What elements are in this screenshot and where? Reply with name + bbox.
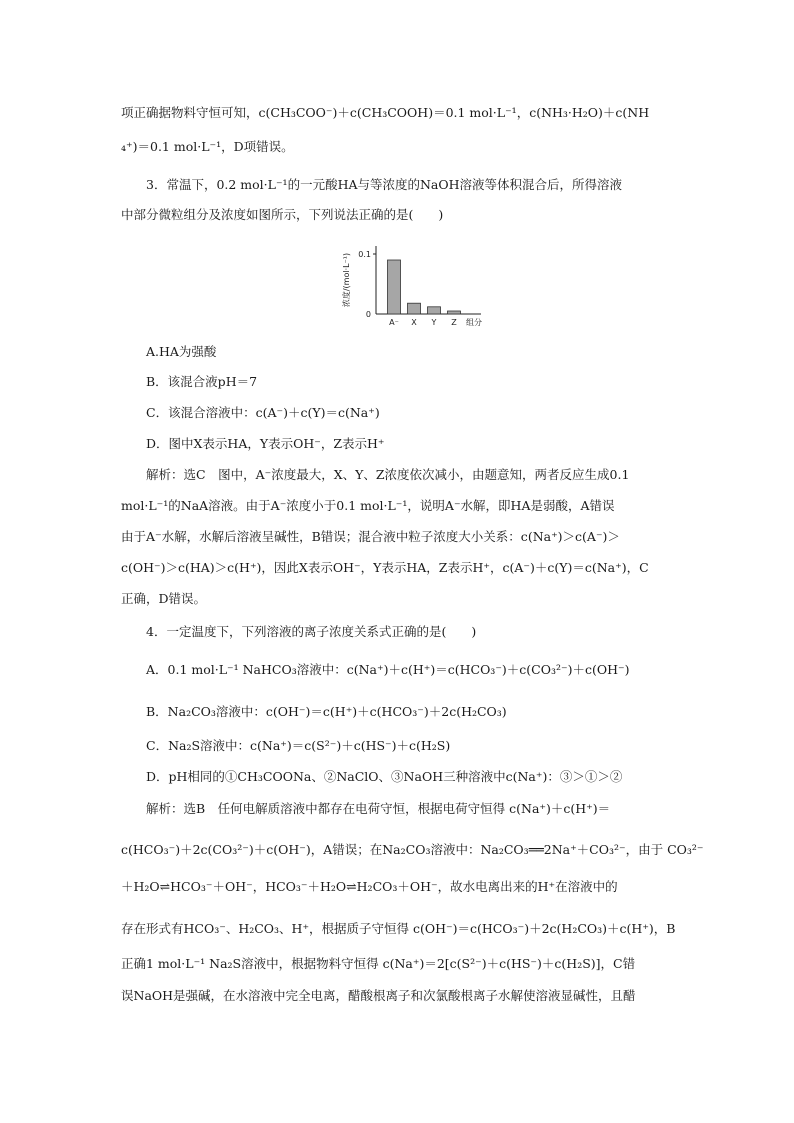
option-4d: D．pH相同的①CH₃COONa、②NaClO、③NaOH三种溶液中c(Na⁺)：③＞①＞② (146, 769, 623, 784)
text-line-1: 项正确据物料守恒可知，c(CH₃COO⁻)＋c(CH₃COOH)＝0.1 mol·L⁻¹，c(NH₃·H₂O)＋c(NH (121, 105, 650, 120)
x-axis-label: 组分 (466, 318, 482, 327)
option-3b: B．该混合液pH＝7 (146, 374, 258, 389)
option-4b: B．Na₂CO₃溶液中：c(OH⁻)＝c(H⁺)＋c(HCO₃⁻)＋2c(H₂CO₃) (146, 704, 507, 719)
x-tick-label: X (411, 318, 417, 327)
y-tick-label: 0.1 (358, 250, 371, 259)
question-4-line-1: 4．一定温度下，下列溶液的离子浓度关系式正确的是( ) (146, 624, 477, 639)
y-tick-label: 0 (365, 310, 371, 319)
analysis-3-line-2: mol·L⁻¹的NaA溶液。由于A⁻浓度小于0.1 mol·L⁻¹，说明A⁻水解，即HA是弱酸，A错误 (121, 498, 615, 513)
option-3d: D．图中X表示HA，Y表示OH⁻，Z表示H⁺ (146, 436, 385, 451)
bar (428, 307, 441, 314)
x-tick-label: Z (451, 318, 457, 327)
analysis-4-line-1: 解析：选B 任何电解质溶液中都存在电荷守恒，根据电荷守恒得 c(Na⁺)＋c(H⁺)＝ (146, 801, 611, 816)
analysis-4-line-5: 正确1 mol·L⁻¹ Na₂S溶液中，根据物料守恒得 c(Na⁺)＝2[c(S²⁻)＋c(HS⁻)＋c(H₂S)]，C错 (121, 956, 636, 971)
analysis-4-line-2: c(HCO₃⁻)＋2c(CO₃²⁻)＋c(OH⁻)，A错误；在Na₂CO₃溶液中：Na₂CO₃══2Na⁺＋CO₃²⁻，由于 CO₃²⁻ (121, 842, 704, 857)
option-3a: A.HA为强酸 (146, 344, 217, 359)
text-line-2: ₄⁺)＝0.1 mol·L⁻¹，D项错误。 (121, 139, 294, 154)
x-tick-label: A⁻ (389, 318, 399, 327)
question-3-line-1: 3．常温下，0.2 mol·L⁻¹的一元酸HA与等浓度的NaOH溶液等体积混合后，所得溶液 (146, 177, 623, 192)
bar (408, 303, 421, 314)
analysis-3-line-5: 正确，D错误。 (121, 591, 207, 606)
bar (388, 260, 401, 314)
option-4a: A．0.1 mol·L⁻¹ NaHCO₃溶液中：c(Na⁺)＋c(H⁺)＝c(HCO₃⁻)＋c(CO₃²⁻)＋c(OH⁻) (146, 662, 630, 677)
analysis-4-line-6: 误NaOH是强碱，在水溶液中完全电离，醋酸根离子和次氯酸根离子水解使溶液显碱性，且醋 (121, 988, 636, 1003)
option-4c: C．Na₂S溶液中：c(Na⁺)＝c(S²⁻)＋c(HS⁻)＋c(H₂S) (146, 738, 451, 753)
bar (448, 311, 461, 314)
question-3-line-2: 中部分微粒组分及浓度如图所示，下列说法正确的是( ) (121, 207, 444, 222)
concentration-bar-chart (338, 236, 488, 334)
option-3c: C．该混合溶液中：c(A⁻)＋c(Y)＝c(Na⁺) (146, 405, 380, 420)
analysis-4-line-3: ＋H₂O⇌HCO₃⁻＋OH⁻，HCO₃⁻＋H₂O⇌H₂CO₃＋OH⁻，故水电离出来的H⁺在溶液中的 (121, 879, 618, 894)
analysis-4-line-4: 存在形式有HCO₃⁻、H₂CO₃、H⁺，根据质子守恒得 c(OH⁻)＝c(HCO₃⁻)＋2c(H₂CO₃)＋c(H⁺)，B (121, 921, 676, 936)
x-tick-label: Y (431, 318, 437, 327)
y-axis-label: 浓度/(mol·L⁻¹) (342, 252, 351, 308)
analysis-3-line-4: c(OH⁻)＞c(HA)＞c(H⁺)，因此X表示OH⁻，Y表示HA，Z表示H⁺，c(A⁻)＋c(Y)＝c(Na⁺)，C (121, 560, 649, 575)
analysis-3-line-1: 解析：选C 图中，A⁻浓度最大，X、Y、Z浓度依次减小，由题意知，两者反应生成0.1 (146, 467, 630, 482)
analysis-3-line-3: 由于A⁻水解，水解后溶液呈碱性，B错误；混合液中粒子浓度大小关系：c(Na⁺)＞c(A⁻)＞ (121, 529, 620, 544)
